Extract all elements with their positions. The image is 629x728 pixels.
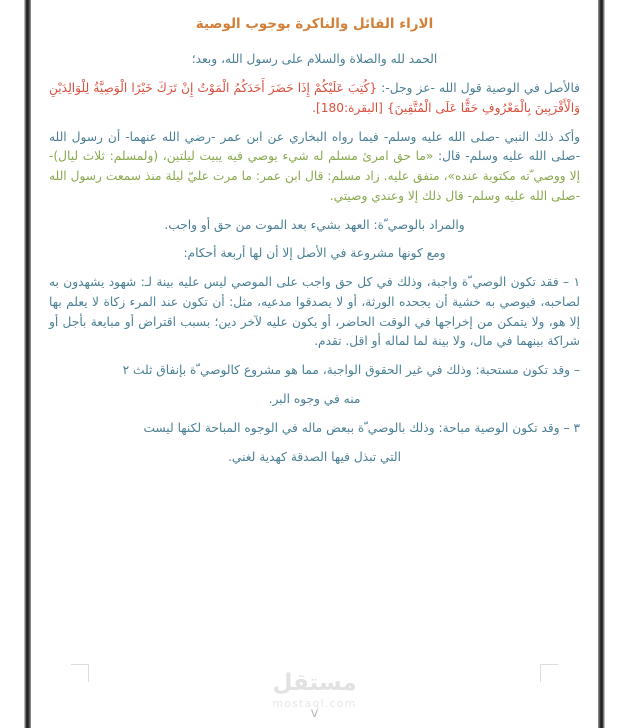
paragraph-hadith (49, 128, 580, 207)
paragraph-quran (49, 79, 580, 119)
quran-verse-text: {كُتِبَ عَلَيْكُمْ إِذَا حَضَرَ أَحَدَكُمُ الْمَوْتُ إِنْ تَرَكَ خَيْرًا الْوَصِيَّةُ لِلْوَالِدَيْنِ وَالْأَقْرَبِينَ بِالْمَعْرُوفِ حَقًّا عَلَى الْمُتَّقِينَ} (49, 81, 580, 115)
paragraph-intro: الحمد لله والصلاة والسلام على رسول الله، وبعد؛ (191, 52, 438, 67)
quran-reference: [البقرة:180]. (312, 100, 383, 115)
ruling-item-2: – وقد تكون مستحبة: وذلك في غير الحقوق الواجبة، مما هو مشروع كالوصي ّة بإنفاق ثلث ٢ (122, 363, 580, 378)
page-title: الاراء القائل والناكرة بوجوب الوصية (195, 16, 434, 32)
paragraph-definition: والمراد بالوصي ّة: العهد بشيء بعد الموت من حق أو واجب. (164, 217, 465, 232)
ruling-item-3-continuation: التي تبذل فيها الصدقة كهدية لغني. (228, 449, 401, 464)
hadith-quote-text: «ما حق امرئ مسلم له شيء يوصي فيه يبيت ليلتين، (ولمسلم: ثلاث ليال)- إلا ووصي ّته مكتوبة عنده»، (49, 149, 581, 184)
page-sheet (31, 0, 598, 728)
watermark (31, 672, 598, 710)
page-edge-right (598, 0, 605, 728)
document-body (31, 8, 598, 476)
watermark-arabic-text: مستقل (272, 670, 357, 696)
ruling-item-3: ٣ – وقد تكون الوصية مباحة: وذلك بالوصي ّة ببعض ماله في الوجوه المباحة لكنها ليست (143, 420, 580, 435)
crop-mark-right-icon (540, 664, 558, 682)
page-edge-left (24, 0, 31, 728)
page-tick-icon: v (310, 706, 319, 721)
hadith-lead-text: وأكد ذلك النبي -صلى الله عليه وسلم- فيما رواه البخاري عن ابن عمر -رضي الله عنهما- أن رسول الله -صلى الله عليه وسلم- قال: (49, 129, 581, 164)
hadith-tail-text: متفق عليه. زاد مسلم: قال ابن عمر: ما مرت عليّ ليلة منذ سمعت رسول الله -صلى الله عليه وسلم- قال ذلك إلا وعندي وصيتي. (49, 169, 580, 203)
ruling-item-2-continuation: منه في وجوه البر. (268, 391, 361, 406)
ruling-item-1: ١ – فقد تكون الوصي ّة واجبة، وذلك في كل حق واجب على الموصي ليس عليه بينة لـ: شهود يشهدون به لصاحبه، فيوصي به خشية أن يجحده الورثة، أو لا يصدقوا مدعيه، مثل: أن تكون عند المرء زكاة لا يعلم بها إلا هو، ولا يتمكن من إخراجها في الوقت الحاضر، أو يكون عليه لآخر دين؛ بسبب اقتراض أو مبايعة بأجل أو شراكة بينهما في مال، ولا بينة لما لماله أو اقل. تقدم. (49, 275, 580, 349)
paragraph-rulings-intro: ومع كونها مشروعة في الأصل إلا أن لها أربعة أحكام: (183, 246, 446, 261)
quran-lead-text: فالأصل في الوصية قول الله -عز وجل-: (381, 81, 580, 96)
crop-mark-left-icon (71, 664, 89, 682)
watermark-latin-text: mostaql.com (272, 697, 357, 710)
